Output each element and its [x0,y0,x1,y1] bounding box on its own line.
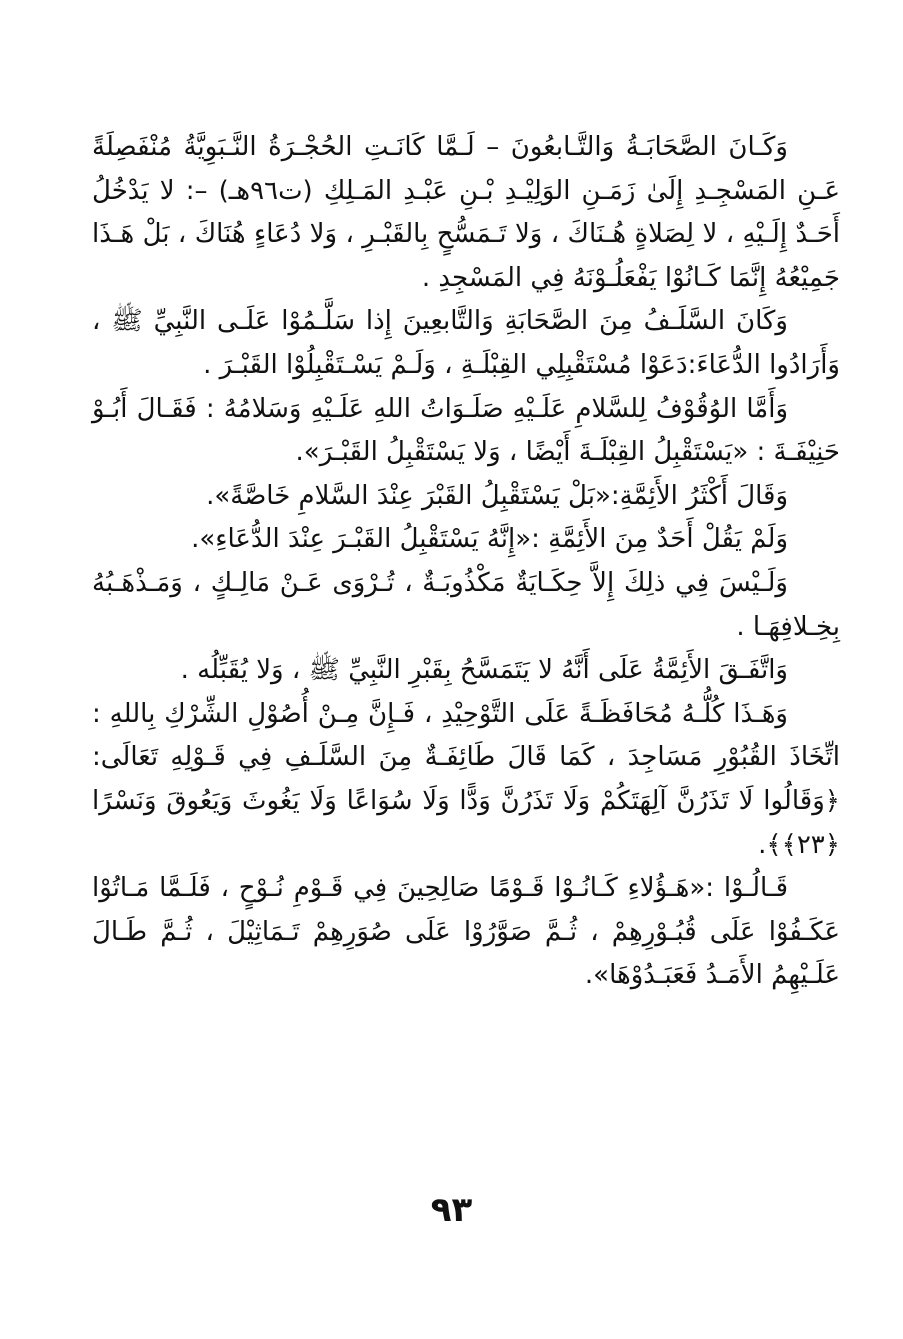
paragraph-1: وَكَـانَ الصَّحَابَـةُ وَالتَّـابعُونَ – لَـمَّا كَانَـتِ الحُجْـرَةُ النَّـبَوِيَّةُ مُنْفَصِلَةً عَـنِ المَسْجِـدِ إِلَىٰ زَمَـنِ الوَلِيْـدِ بْـنِ عَبْـدِ المَـلِكِ (ت٩٦هـ) –: لا يَدْخُلُ أَحَـدٌ إِلَـيْهِ ، لا لِصَلاةٍ هُـنَاكَ ، وَلا تَـمَسُّحٍ بِالقَبْـرِ ، وَلا دُعَاءٍ هُنَاكَ ، بَلْ هَـذَا جَمِيْعُهُ إِنَّمَا كَـانُوْا يَفْعَلُـوْنَهُ فِي المَسْجِدِ . [92,132,841,293]
paragraph-2: وَكَانَ السَّلَـفُ مِنَ الصَّحَابَةِ وَالتَّابعِينَ إِذا سَلَّـمُوْا عَلَـى النَّبِيِّ ﷺ ، وَأَرَادُوا الدُّعَاءَ:دَعَوْا مُسْتَقْبِلِي القِبْلَـةِ ، وَلَـمْ يَسْـتَقْبِلُوْا القَبْـرَ . [92,306,840,380]
paragraph-3: وَأَمَّا الوُقُوْفُ لِلسَّلامِ عَلَـيْهِ صَلَـوَاتُ اللهِ عَلَـيْهِ وَسَلامُهُ : فَقَـالَ أَبُـوْ حَنِيْفَـةَ : «يَسْتَقْبِلُ القِبْلَـةَ أَيْضًا ، وَلا يَسْتَقْبِلُ القَبْـرَ». [92,393,840,468]
paragraph-8: وَهَـذَا كُلُّـهُ مُحَافَظَـةً عَلَى التَّوْحِيْدِ ، فَـإِنَّ مِـنْ أُصُوْلِ الشِّرْكِ بِاللهِ : اتِّخَاذَ القُبُوْرِ مَسَاجِدَ ، كَمَا قَالَ طَائِفَـةٌ مِنَ السَّلَـفِ فِي قَـوْلِهِ تَعَالَى:﴿وَقَالُوا لَا تَذَرُنَّ آلِهَتَكُمْ وَلَا تَذَرُنَّ وَدًّا وَلَا سُوَاعًا وَلَا يَغُوثَ وَيَعُوقَ وَنَسْرًا ﴿٢٣﴾﴾. [92,698,840,860]
paragraph-5: وَلَمْ يَقُلْ أَحَدٌ مِنَ الأَئِمَّةِ :«إِنَّهُ يَسْتَقْبِلُ القَبْـرَ عِنْدَ الدُّعَاءِ». [191,524,788,555]
paragraph-6: وَلَـيْسَ فِي ذلِكَ إِلاَّ حِكَـايَةٌ مَكْذُوبَـةٌ ، تُـرْوَى عَـنْ مَالِـكٍ ، وَمَـذْهَـبُهُ بِخِـلافِهَـا . [92,567,840,642]
paragraph-4: وَقَالَ أَكْثَرُ الأَئِمَّةِ:«بَلْ يَسْتَقْبِلُ القَبْرَ عِنْدَ السَّلامِ خَاصَّةً». [206,480,788,511]
paragraph-9: قَـالُـوْا :«هَـؤُلاءِ كَـانُـوْا قَـوْمًا صَالِحِينَ فِي قَـوْمِ نُـوْحٍ ، فَلَـمَّا مَـاتُوْا عَكَـفُوْا عَلَى قُبُـوْرِهِمْ ، ثُـمَّ صَوَّرُوْا عَلَى صُوَرِهِمْ تَـمَاثِيْلَ ، ثُـمَّ طَـالَ عَلَـيْهِمُ الأَمَـدُ فَعَبَـدُوْهَا». [92,873,840,991]
page-number: ٩٣ [430,1190,473,1230]
body-text [92,126,840,998]
paragraph-7: وَاتَّفَـقَ الأَئِمَّةُ عَلَى أَنَّهُ لا يَتَمَسَّحُ بِقَبْرِ النَّبِيِّ ﷺ ، وَلا يُقَبِّلُه . [180,655,788,686]
